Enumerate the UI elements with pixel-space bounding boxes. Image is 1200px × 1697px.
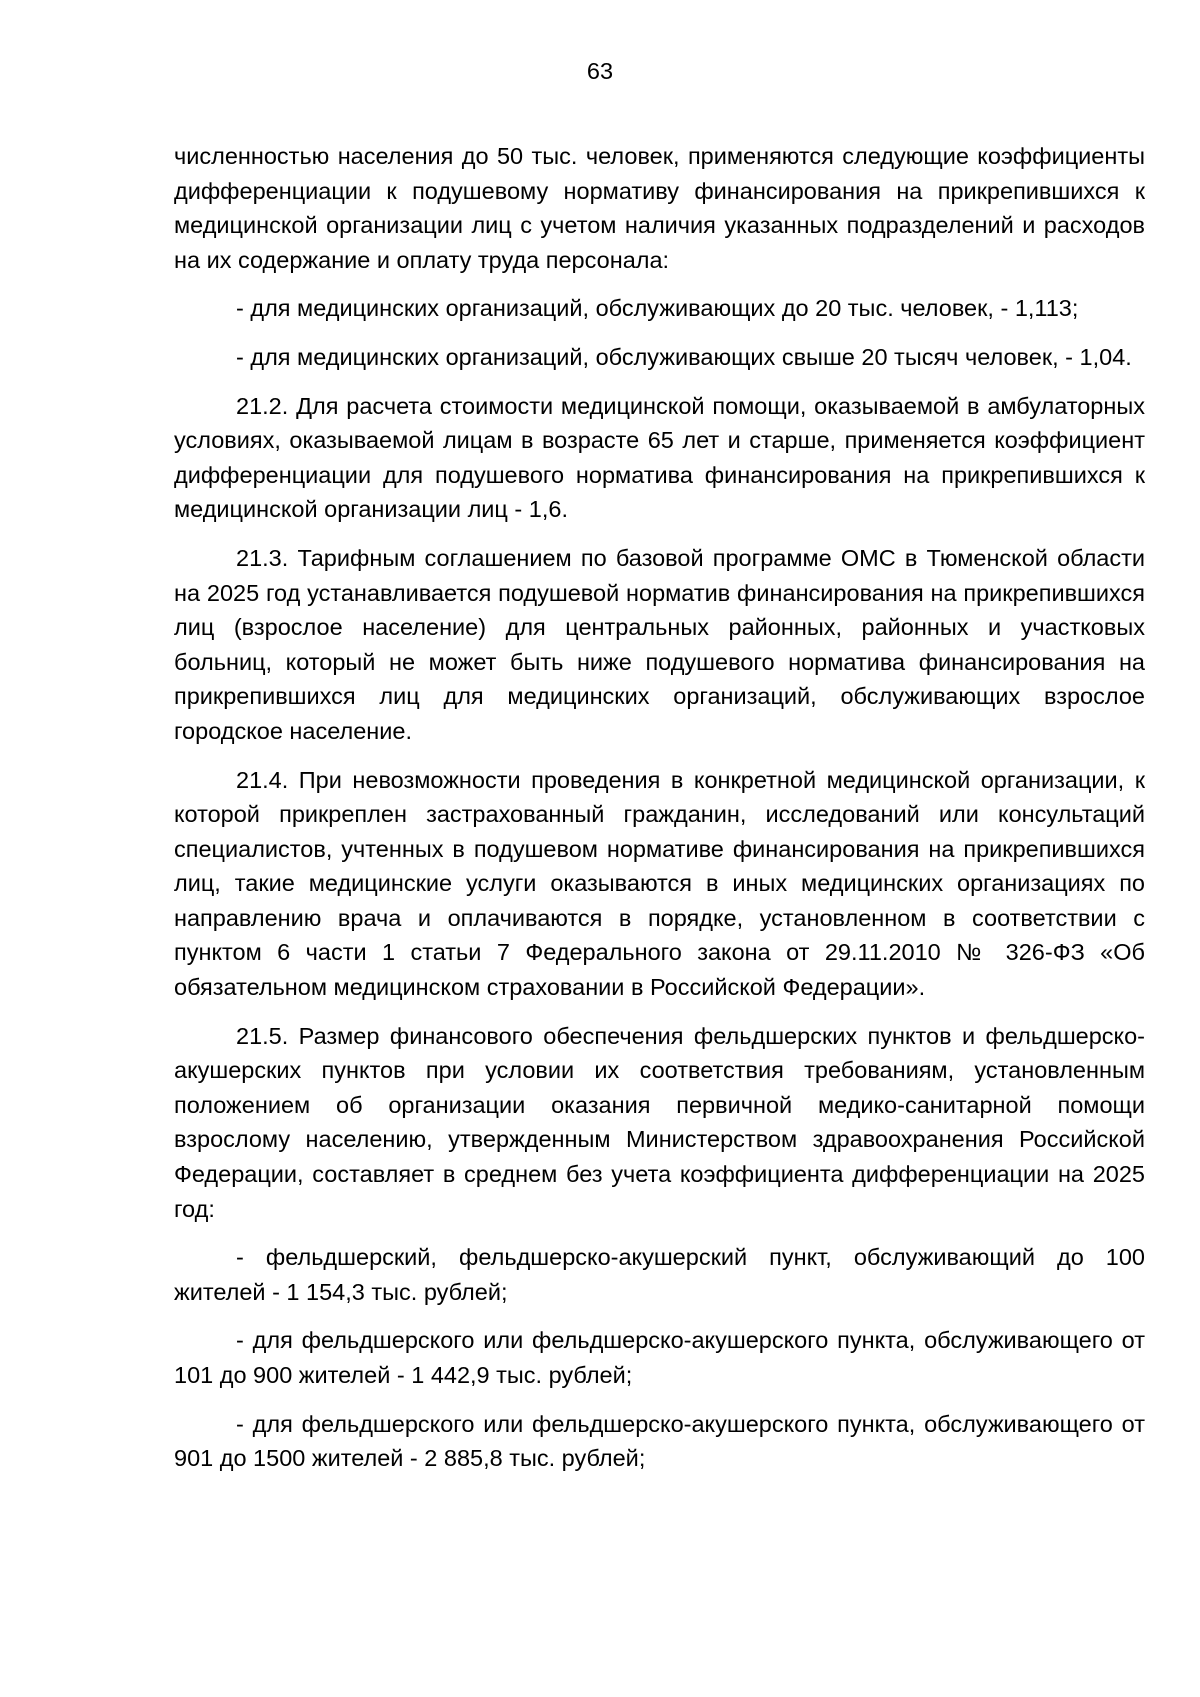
paragraph-population-coefficients: численностью населения до 50 тыс. человек, применяются следующие коэффициенты дифференциации к подушевому нормативу финансирования на прикрепившихся к медицинской организации лиц с учетом наличия указанных подразделений и расходов на их содержание и оплату труда персонала:	[174, 143, 1145, 273]
list-item-up-to-100: - фельдшерский, фельдшерско-акушерский пункт, обслуживающий до 100 жителей - 1 154,3 тыс. рублей;	[174, 1244, 1145, 1305]
paragraph-21-5: 21.5. Размер финансового обеспечения фельдшерских пунктов и фельдшерско-акушерских пунктов при условии их соответствия требованиям, установленным положением об организации оказания первичной медико-санитарной помощи взрослому населению, утвержденным Министерством здравоохранения Российской Федерации, составляет в среднем без учета коэффициента дифференциации на 2025 год:	[174, 1022, 1145, 1222]
list-item-901-1500: - для фельдшерского или фельдшерско-акушерского пункта, обслуживающего от 901 до 1500 жителей - 2 885,8 тыс. рублей;	[174, 1410, 1145, 1472]
list-item-over-20k: - для медицинских организаций, обслуживающих свыше 20 тысяч человек, - 1,04.	[236, 343, 1132, 370]
paragraph-21-4: 21.4. При невозможности проведения в конкретной медицинской организации, к которой прикреплен застрахованный гражданин, исследований или консультаций специалистов, учтенных в подушевом нормативе финансирования на прикрепившихся лиц, такие медицинские услуги оказываются в иных медицинских организациях по направлению врача и оплачиваются в порядке, установленном в соответствии с пунктом 6 части 1 статьи 7 Федерального закона от 29.11.2010 № 326-ФЗ «Об обязательном медицинском страховании в Российской Федерации».	[174, 766, 1145, 1001]
document-body	[174, 139, 1145, 1490]
list-item-101-900: - для фельдшерского или фельдшерско-акушерского пункта, обслуживающего от 101 до 900 жителей - 1 442,9 тыс. рублей;	[174, 1327, 1145, 1388]
paragraph-21-3: 21.3. Тарифным соглашением по базовой программе ОМС в Тюменской области на 2025 год устанавливается подушевой норматив финансирования на прикрепившихся лиц (взрослое население) для центральных районных, районных и участковых больниц, который не может быть ниже подушевого норматива финансирования на прикрепившихся лиц для медицинских организаций, обслуживающих взрослое городское население.	[174, 544, 1145, 744]
list-item-up-to-20k: - для медицинских организаций, обслуживающих до 20 тыс. человек, - 1,113;	[236, 295, 1079, 322]
page-number: 63	[586, 58, 614, 84]
paragraph-21-2: 21.2. Для расчета стоимости медицинской помощи, оказываемой в амбулаторных условиях, оказываемой лицам в возрасте 65 лет и старше, применяется коэффициент дифференциации для подушевого норматива финансирования на прикрепившихся к медицинской организации лиц - 1,6.	[174, 392, 1145, 523]
